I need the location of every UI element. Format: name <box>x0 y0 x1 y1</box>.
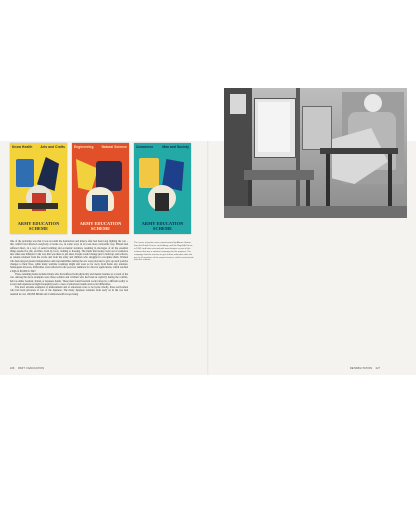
poster-head-right: Arts and Crafts <box>40 145 65 149</box>
poster-footer: ARMY EDUCATION SCHEME <box>141 221 184 231</box>
left-folio <box>10 367 44 370</box>
left-paragraph-3: The most extreme examples of maltreatment and of emotional scars to be borne wholly, those servicemen who had been prisoners of war of the Japanese. The many Japanese torments from early on in the war had resulted in over 190,000 British and Commonwealth troops being <box>10 286 128 296</box>
poster-head-left: Know Health <box>12 145 33 149</box>
left-folio-title: PART II EDUCATION <box>18 367 45 370</box>
right-folio-number: 227 <box>375 367 381 370</box>
left-folio-number: 226 <box>10 367 15 370</box>
left-paragraph-1: One of the problems was that it was not until the destruction and misery after had been long fighting the war – this conflict had affected everybody at home too, in some ways in an even more noticeable way. Britain had suffered direct, in a way of aerial bombing and economic isolation, resulting in shortages of all the essential things needed for life, sacrifice, from by food, clothing to housing. The funds that money went out of existence into other uses different to the war, that was there to put anew. People would change just to build up, and schools, as tenants returned from the towns and from the army and children who struggled to recognise them. Women who had enjoyed greater independence and responsibilities during the war were reluctant to give up such positive changes to their lives, while many wartime workings might and were so far away from home any returned. Subsequent divorces, difficulties were reflected in the post-war numbers for divorce applications, which reached a high of 60,000 in 1947. <box>10 240 128 273</box>
left-body-column <box>10 240 128 296</box>
gutter <box>207 141 209 375</box>
left-caption <box>134 242 194 262</box>
poster-head-left: Engineering <box>74 145 94 149</box>
poster-commerce <box>134 143 191 234</box>
poster-engineering <box>72 143 129 234</box>
right-folio <box>350 367 380 370</box>
poster-head-right: Man and Society <box>162 145 189 149</box>
poster-footer: ARMY EDUCATION SCHEME <box>17 221 60 231</box>
left-caption-text: The series of posters was commissioned by Abram Games from the British Forces, at the Army, and the Royal Air Force, in 1943, and later reissued with new designs as part of the scheme that was a national campaign for the purpose. The campaign had the mission to give further education after the war to all members of the armed services, which received aid from the scheme. <box>134 242 194 262</box>
poster-know-health <box>10 143 67 234</box>
poster-head-left: Commerce <box>136 145 154 149</box>
poster-footer: ARMY EDUCATION SCHEME <box>79 221 122 231</box>
poster-head-right: Natural Science <box>101 145 127 149</box>
right-folio-title: REHABILITATION <box>350 367 373 370</box>
photo-man-seated <box>224 88 407 218</box>
left-paragraph-2: Those returning home included many who had suffered both physically and mental traumas as a result of the war. Among the more examples were those soldiers and civilians who had been in captivity during the conflict, held as either German, Italian or Japanese hands. These men found freedom would often be a difficult reality to accept and experiences might frequently lead to cases of emotional trauma and social difficulties. <box>10 272 128 286</box>
